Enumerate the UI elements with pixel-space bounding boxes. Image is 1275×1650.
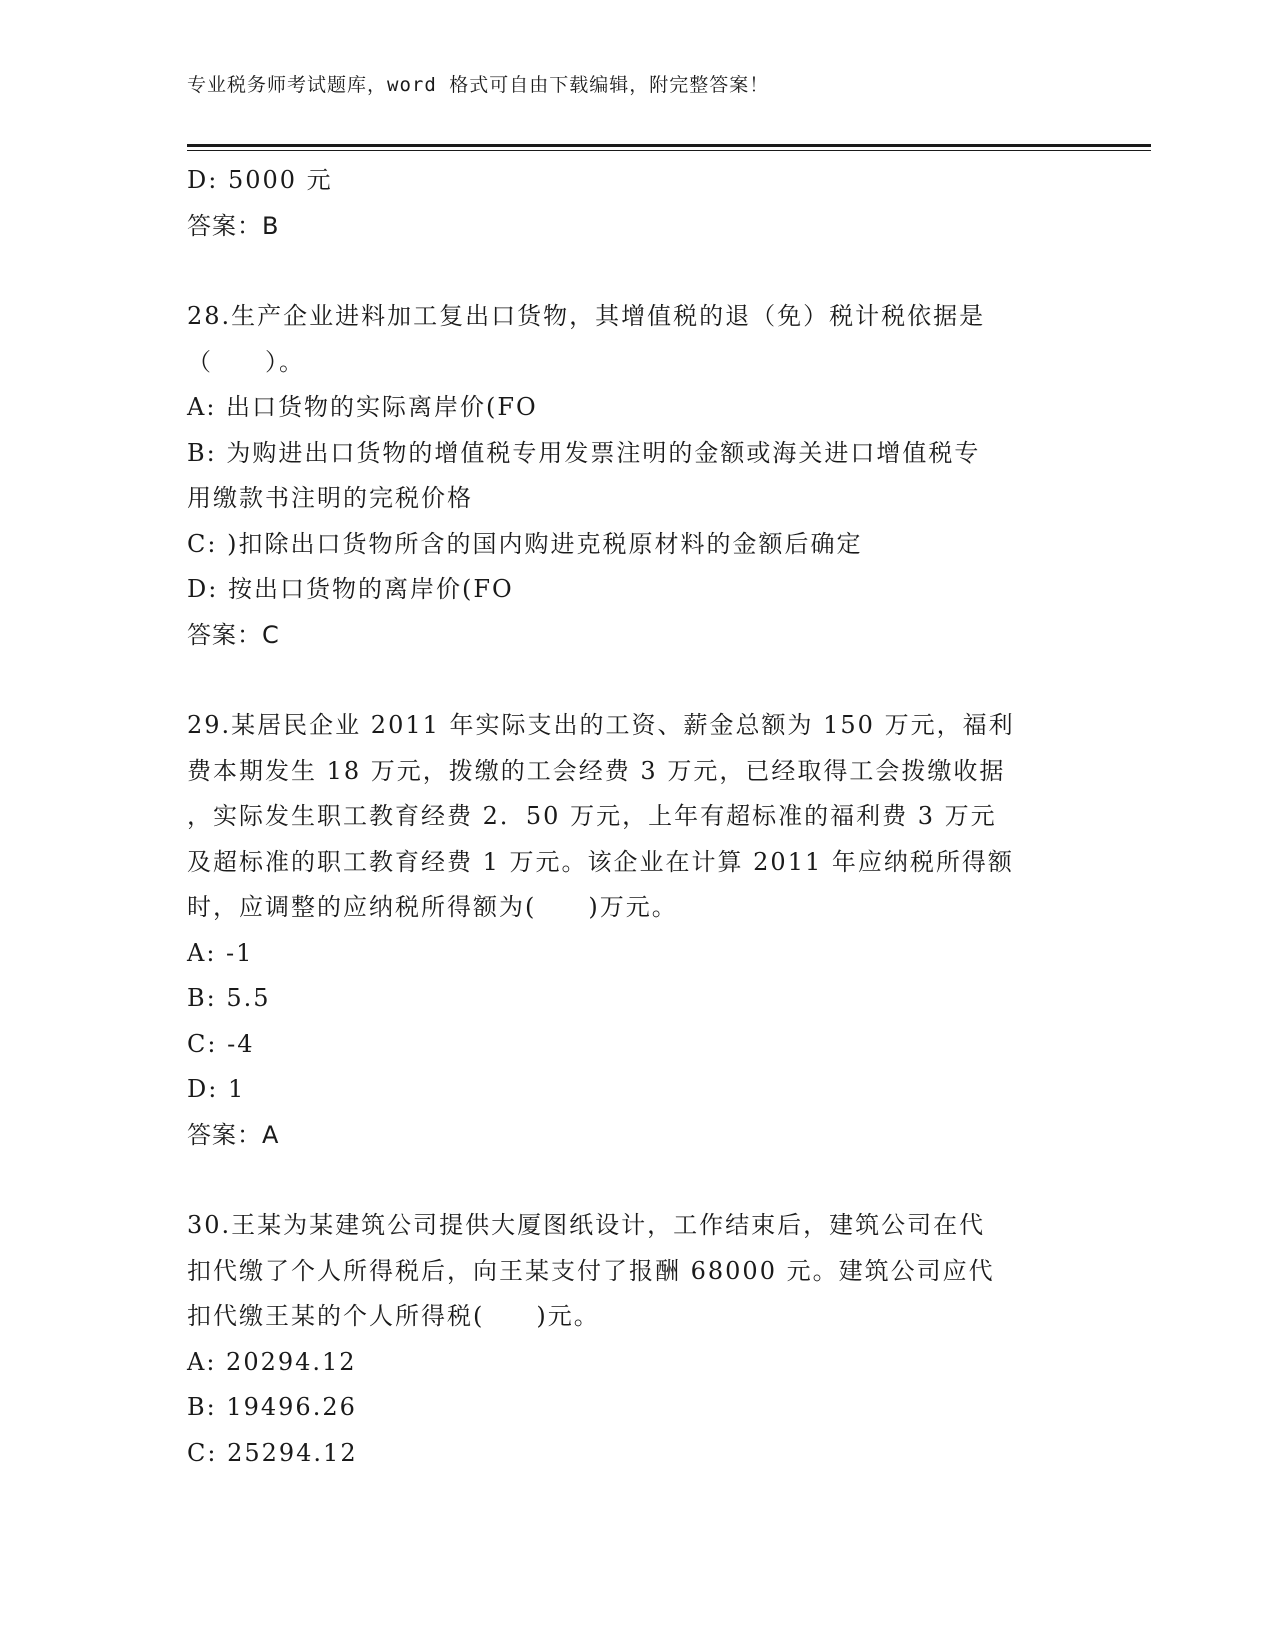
question-29-option-c: C: -4	[187, 1029, 255, 1058]
question-30	[187, 1203, 1077, 1476]
spacer	[187, 249, 1077, 294]
question-29-answer: 答案：A	[187, 1120, 280, 1149]
question-29-stem-line5: 时，应调整的应纳税所得额为( )万元。	[187, 893, 678, 921]
question-30-option-a: A: 20294.12	[187, 1347, 357, 1376]
question-29-option-b: B: 5.5	[187, 984, 271, 1012]
prev-answer: 答案：B	[187, 211, 280, 240]
prev-option-d: D: 5000 元	[187, 166, 333, 194]
question-29	[187, 703, 1077, 1158]
question-29-option-a: A: -1	[187, 938, 254, 967]
question-28-option-c: C: )扣除出口货物所含的国内购进克税原材料的金额后确定	[187, 529, 863, 558]
spacer	[187, 1158, 1077, 1203]
question-28-option-a: A: 出口货物的实际离岸价(FO	[187, 393, 538, 421]
question-30-stem-line3: 扣代缴王某的个人所得税( )元。	[187, 1302, 600, 1330]
question-28-option-b-line1: B: 为购进出口货物的增值税专用发票注明的金额或海关进口增值税专	[187, 438, 981, 467]
question-29-stem-line2: 费本期发生 18 万元，拨缴的工会经费 3 万元，已经取得工会拨缴收据	[187, 756, 1006, 785]
question-30-option-c: C: 25294.12	[187, 1438, 358, 1467]
question-30-stem-line2: 扣代缴了个人所得税后，向王某支付了报酬 68000 元。建筑公司应代	[187, 1256, 995, 1285]
question-29-option-d: D: 1	[187, 1075, 246, 1103]
header-rule-thin	[187, 150, 1151, 151]
question-29-stem-line4: 及超标准的职工教育经费 1 万元。该企业在计算 2011 年应纳税所得额	[187, 847, 1014, 876]
question-content	[187, 158, 1077, 1476]
question-28-stem-line2: （ ）。	[187, 347, 305, 376]
question-28-stem-line1: 28.生产企业进料加工复出口货物，其增值税的退（免）税计税依据是	[187, 302, 986, 330]
header-rule-thick	[187, 144, 1151, 147]
question-30-stem-line1: 30.王某为某建筑公司提供大厦图纸设计，工作结束后，建筑公司在代	[187, 1211, 986, 1239]
question-28-option-b-line2: 用缴款书注明的完税价格	[187, 484, 473, 512]
question-28-answer: 答案：C	[187, 620, 280, 649]
spacer	[187, 658, 1077, 703]
page-header: 专业税务师考试题库，word 格式可自由下载编辑，附完整答案！	[187, 74, 770, 96]
question-28	[187, 294, 1077, 658]
question-29-stem-line3: ，实际发生职工教育经费 2．50 万元，上年有超标准的福利费 3 万元	[187, 802, 997, 830]
question-29-stem-line1: 29.某居民企业 2011 年实际支出的工资、薪金总额为 150 万元，福利	[187, 711, 1015, 739]
question-28-option-d: D: 按出口货物的离岸价(FO	[187, 575, 514, 603]
question-30-option-b: B: 19496.26	[187, 1393, 357, 1421]
